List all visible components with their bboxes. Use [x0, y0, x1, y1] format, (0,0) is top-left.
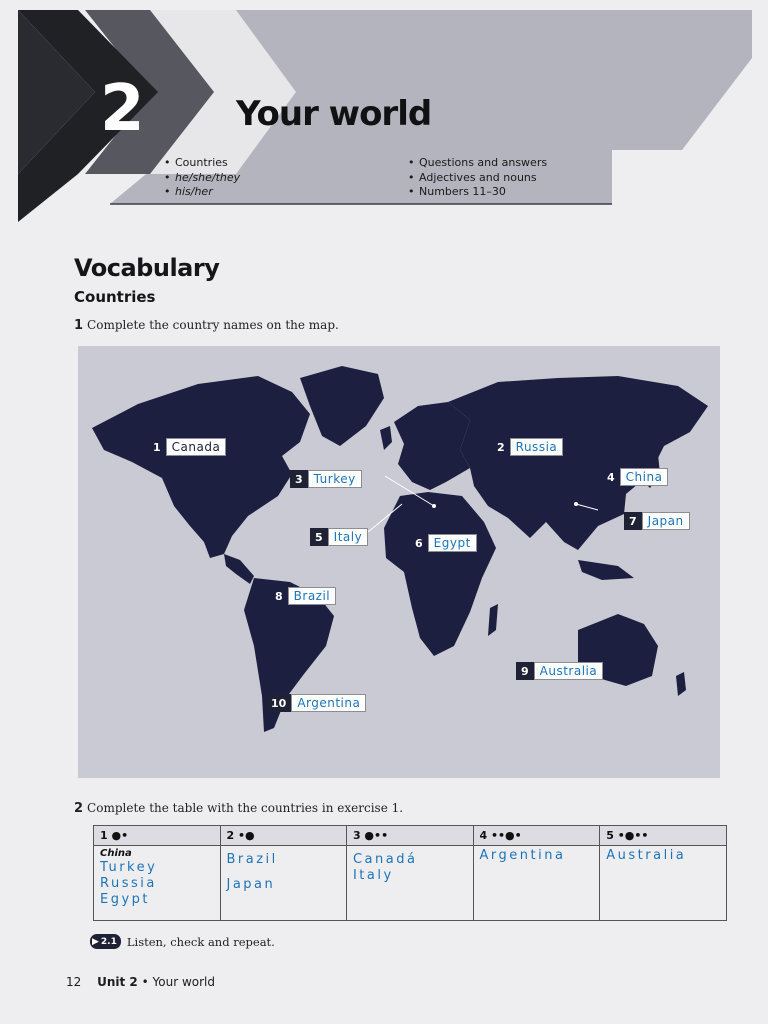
map-label-answer[interactable]: Italy — [328, 528, 369, 546]
footer-separator: • — [141, 975, 149, 989]
audio-track-badge[interactable] — [90, 934, 121, 949]
answer-item: Argentina — [479, 848, 566, 863]
map-label-number: 7 — [624, 512, 642, 530]
answer-item: Russia — [100, 876, 157, 891]
column-header: 2 •● — [220, 826, 346, 846]
footer-title: Your world — [152, 975, 215, 989]
section-heading: Vocabulary — [74, 254, 220, 282]
map-label-number: 10 — [266, 694, 291, 712]
map-label-number: 3 — [290, 470, 308, 488]
table-cell[interactable] — [94, 846, 221, 921]
unit-number: 2 — [100, 72, 143, 146]
audio-track-number: 2.1 — [100, 936, 117, 947]
map-label-answer[interactable]: Russia — [510, 438, 564, 456]
unit-banner — [0, 0, 768, 230]
map-label-number: 2 — [497, 440, 505, 454]
topic-item: • Numbers 11–30 — [408, 185, 547, 200]
table-row — [94, 846, 727, 921]
table-cell[interactable] — [220, 846, 346, 921]
map-label-answer[interactable]: Egypt — [428, 534, 477, 552]
column-header: 3 ●•• — [346, 826, 473, 846]
column-header: 4 ••●• — [473, 826, 600, 846]
audio-instruction — [90, 934, 275, 949]
map-label-answer[interactable]: Japan — [642, 512, 690, 530]
map-label-number: 4 — [607, 470, 615, 484]
answer-item: Egypt — [100, 892, 151, 907]
column-header: 1 ●• — [94, 826, 221, 846]
answer-item: Japan — [226, 877, 276, 892]
map-label-answer[interactable]: Argentina — [291, 694, 366, 712]
exercise-2-instruction — [74, 801, 403, 816]
map-label-answer[interactable]: Australia — [534, 662, 604, 680]
map-label-russia — [492, 438, 563, 456]
footer-unit: Unit 2 — [97, 975, 138, 989]
stress-pattern-table — [93, 825, 727, 921]
exercise-number: 1 — [74, 318, 84, 333]
topic-item: • he/she/they — [164, 171, 240, 186]
map-label-argentina — [266, 694, 366, 712]
exercise-number: 2 — [74, 801, 84, 816]
topic-item: • Countries — [164, 156, 240, 171]
map-label-number: 6 — [415, 536, 423, 550]
answer-item: Canadá — [352, 852, 418, 867]
exercise-text: Complete the country names on the map. — [87, 318, 339, 332]
table-cell[interactable] — [346, 846, 473, 921]
topics-list-right — [408, 156, 547, 200]
map-label-australia — [516, 662, 603, 680]
map-label-china — [602, 468, 668, 486]
map-label-italy — [310, 528, 368, 546]
exercise-1-instruction — [74, 318, 339, 333]
map-label-number: 8 — [275, 589, 283, 603]
map-label-number: 1 — [153, 440, 161, 454]
answer-item: Turkey — [100, 860, 158, 875]
topics-list-left — [164, 156, 240, 200]
map-label-egypt — [410, 534, 477, 552]
topic-item: • Adjectives and nouns — [408, 171, 547, 186]
audio-instruction-text: Listen, check and repeat. — [126, 934, 275, 949]
map-label-turkey — [290, 470, 362, 488]
world-map-graphic — [78, 346, 720, 778]
map-label-canada — [148, 438, 226, 456]
map-label-japan — [624, 512, 690, 530]
column-header: 5 •●•• — [600, 826, 727, 846]
map-label-brazil — [270, 587, 336, 605]
topic-item: • Questions and answers — [408, 156, 547, 171]
unit-title: Your world — [236, 94, 432, 134]
table-cell[interactable] — [473, 846, 600, 921]
page-number: 12 — [66, 975, 82, 989]
exercise-text: Complete the table with the countries in exercise 1. — [87, 801, 404, 815]
table-header-row — [94, 826, 727, 846]
map-label-answer[interactable]: Canada — [166, 438, 227, 456]
page-footer — [66, 975, 215, 989]
map-label-answer[interactable]: China — [620, 468, 669, 486]
world-map — [78, 346, 720, 778]
speaker-icon: ▶ — [92, 936, 99, 947]
map-label-answer[interactable]: Turkey — [308, 470, 362, 488]
map-label-answer[interactable]: Brazil — [288, 587, 337, 605]
topic-item: • his/her — [164, 185, 240, 200]
answer-item: Australia — [606, 848, 687, 863]
example-answer: China — [100, 848, 132, 859]
table-cell[interactable] — [600, 846, 727, 921]
answer-item: Italy — [352, 868, 394, 883]
map-label-number: 5 — [310, 528, 328, 546]
section-subheading: Countries — [74, 288, 156, 306]
map-label-number: 9 — [516, 662, 534, 680]
answer-item: Brazil — [226, 852, 278, 867]
